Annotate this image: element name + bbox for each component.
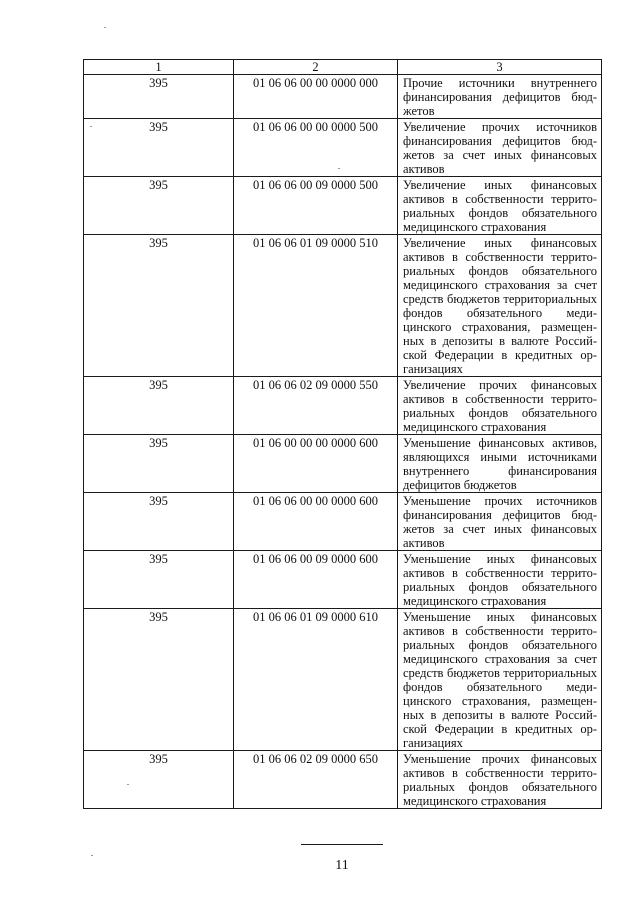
admin-code-cell: 395: [84, 235, 234, 377]
admin-code-cell: 395: [84, 119, 234, 177]
admin-code-cell: 395: [84, 435, 234, 493]
page-number: 11: [335, 858, 349, 873]
source-code-cell: 01 06 00 00 00 0000 600: [234, 435, 398, 493]
admin-code-cell: 395: [84, 377, 234, 435]
table-row: [84, 751, 602, 809]
description-cell: Прочие источники внутреннего финансирования дефицитов бюджетов: [398, 75, 602, 119]
table-row: [84, 493, 602, 551]
table-header-row: [84, 60, 602, 75]
scan-speck: [104, 27, 106, 28]
table-row: [84, 235, 602, 377]
source-code-cell: 01 06 06 01 09 0000 610: [234, 609, 398, 751]
source-code-cell: 01 06 06 00 09 0000 600: [234, 551, 398, 609]
source-code-cell: 01 06 06 00 00 0000 600: [234, 493, 398, 551]
table-row: [84, 377, 602, 435]
source-code-cell: 01 06 06 00 00 0000 500: [234, 119, 398, 177]
scan-speck: [90, 126, 92, 127]
description-cell: Уменьшение иных финансовых активов в собственности территориальных фондов обязательного медицинского страхования за счет средств бюджетов территориальных фондов обязательного медицинского страхования, размещенных в депозиты в валюте Российской Федерации в кредитных организациях: [398, 609, 602, 751]
description-cell: Увеличение иных финансовых активов в собственности территориальных фондов обязательного медицинского страхования за счет средств бюджетов территориальных фондов обязательного медицинского страхования, размещенных в депозиты в валюте Российской Федерации в кредитных организациях: [398, 235, 602, 377]
scan-speck: [91, 855, 93, 856]
table-row: [84, 551, 602, 609]
source-code-cell: 01 06 06 00 00 0000 000: [234, 75, 398, 119]
description-cell: Уменьшение прочих источников финансирования дефицитов бюджетов за счет иных финансовых активов: [398, 493, 602, 551]
description-cell: Увеличение иных финансовых активов в собственности территориальных фондов обязательного медицинского страхования: [398, 177, 602, 235]
admin-code-cell: 395: [84, 751, 234, 809]
description-cell: Увеличение прочих финансовых активов в собственности территориальных фондов обязательного медицинского страхования: [398, 377, 602, 435]
table-row: [84, 75, 602, 119]
scan-speck: [338, 168, 340, 169]
table-row: [84, 435, 602, 493]
admin-code-cell: 395: [84, 75, 234, 119]
description-cell: Уменьшение прочих финансовых активов в собственности территориальных фондов обязательного медицинского страхования: [398, 751, 602, 809]
column-header-2: 2: [234, 60, 398, 75]
budget-codes-table: [83, 59, 602, 809]
admin-code-cell: 395: [84, 609, 234, 751]
column-header-3: 3: [398, 60, 602, 75]
column-header-1: 1: [84, 60, 234, 75]
scan-speck: [127, 784, 129, 785]
description-cell: Уменьшение финансовых активов, являющихся иными источниками внутреннего финансирования дефицитов бюджетов: [398, 435, 602, 493]
source-code-cell: 01 06 06 02 09 0000 650: [234, 751, 398, 809]
admin-code-cell: 395: [84, 551, 234, 609]
admin-code-cell: 395: [84, 177, 234, 235]
table-row: [84, 119, 602, 177]
admin-code-cell: 395: [84, 493, 234, 551]
table-row: [84, 177, 602, 235]
source-code-cell: 01 06 06 00 09 0000 500: [234, 177, 398, 235]
footer-rule: [301, 844, 383, 845]
description-cell: Уменьшение иных финансовых активов в собственности территориальных фондов обязательного медицинского страхования: [398, 551, 602, 609]
source-code-cell: 01 06 06 01 09 0000 510: [234, 235, 398, 377]
table-row: [84, 609, 602, 751]
description-cell: Увеличение прочих источников финансирования дефицитов бюджетов за счет иных финансовых активов: [398, 119, 602, 177]
source-code-cell: 01 06 06 02 09 0000 550: [234, 377, 398, 435]
